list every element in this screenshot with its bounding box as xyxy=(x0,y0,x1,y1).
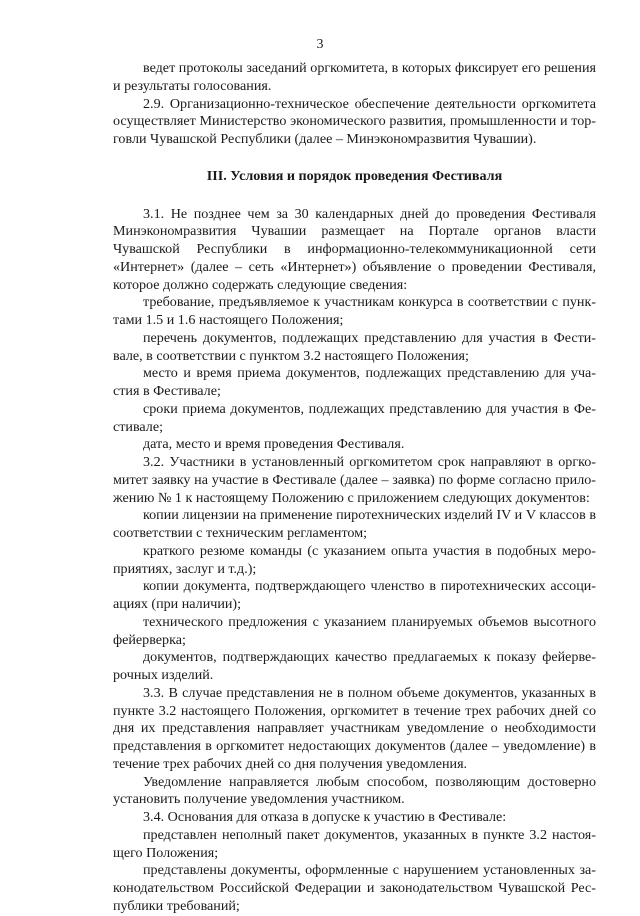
paragraph-3-1: 3.1. Не позднее чем за 30 календарных дней до проведения Фестиваля Минэкономразвития Чувашии размещает на Портале органов власти Чувашской Республики в информационно-телекоммуникационной сети «Интернет» (далее – сеть «Интернет») объявление о проведении Фестиваля, которое должно содержать следующие сведения: xyxy=(113,205,596,293)
paragraph-2-9: 2.9. Организационно-техническое обеспечение деятельности оргкомитета осуществляет Министерство экономического развития, промышленности и торговли Чувашской Республики (далее – Минэкономразвития Чувашии). xyxy=(113,95,596,147)
paragraph-3-2: 3.2. Участники в установленный оргкомитетом срок направляют в оргкомитет заявку на участие в Фестивале (далее – заявка) по форме согласно приложению № 1 к настоящему Положению с приложением следующих документов: xyxy=(113,454,596,506)
list-item-incomplete-package: представлен неполный пакет документов, указанных в пункте 3.2 настоящего Положения; xyxy=(113,826,596,861)
list-item-festival-date: дата, место и время проведения Фестиваля. xyxy=(143,436,405,453)
paragraph-3-4: 3.4. Основания для отказа в допуске к участию в Фестивале: xyxy=(143,809,507,825)
section-heading-iii: III. Условия и порядок проведения Фестиваля xyxy=(206,167,503,184)
page-number: 3 xyxy=(316,37,324,52)
list-item-document-list: перечень документов, подлежащих представлению для участия в Фестивале, в соответствии с пунктом 3.2 настоящего Положения; xyxy=(113,329,596,364)
list-item-license-copy: копии лицензии на применение пиротехнических изделий IV и V классов в соответствии с техническим регламентом; xyxy=(113,507,596,541)
list-item-place-time: место и время приема документов, подлежащих представлению для участия в Фестивале; xyxy=(113,365,596,399)
paragraph-notification: Уведомление направляется любым способом, позволяющим достоверно установить получение уведомления участником. xyxy=(113,773,596,808)
list-item-quality-documents: документов, подтверждающих качество предлагаемых к показу фейерверочных изделий. xyxy=(113,649,596,683)
paragraph-protocols: ведет протоколы заседаний оргкомитета, в которых фиксирует его решения и результаты голосования. xyxy=(113,60,596,94)
list-item-technical-proposal: технического предложения с указанием планируемых объемов высотного фейерверка; xyxy=(113,613,596,648)
document-body xyxy=(113,60,596,916)
list-item-team-resume: краткого резюме команды (с указанием опыта участия в подобных мероприятиях, заслуг и т.д.); xyxy=(113,542,596,577)
list-item-improper-documents: представлены документы, оформленные с нарушением установленных законодательством Российской Федерации и законодательством Чувашской Республики требований; xyxy=(113,862,596,914)
list-item-deadlines: сроки приема документов, подлежащих представлению для участия в Фестивале; xyxy=(113,400,596,435)
paragraph-3-3: 3.3. В случае представления не в полном объеме документов, указанных в пункте 3.2 настоящего Положения, оргкомитет в течение трех рабочих дней со дня их представления направляет участникам уведомление о необходимости представления в оргкомитет недостающих документов (далее – уведомление) в течение трех рабочих дней со дня получения уведомления. xyxy=(113,684,596,772)
list-item-requirement: требование, предъявляемое к участникам конкурса в соответствии с пунктами 1.5 и 1.6 настоящего Положения; xyxy=(113,294,596,328)
list-item-membership-copy: копии документа, подтверждающего членство в пиротехнических ассоциациях (при наличии); xyxy=(113,578,596,612)
